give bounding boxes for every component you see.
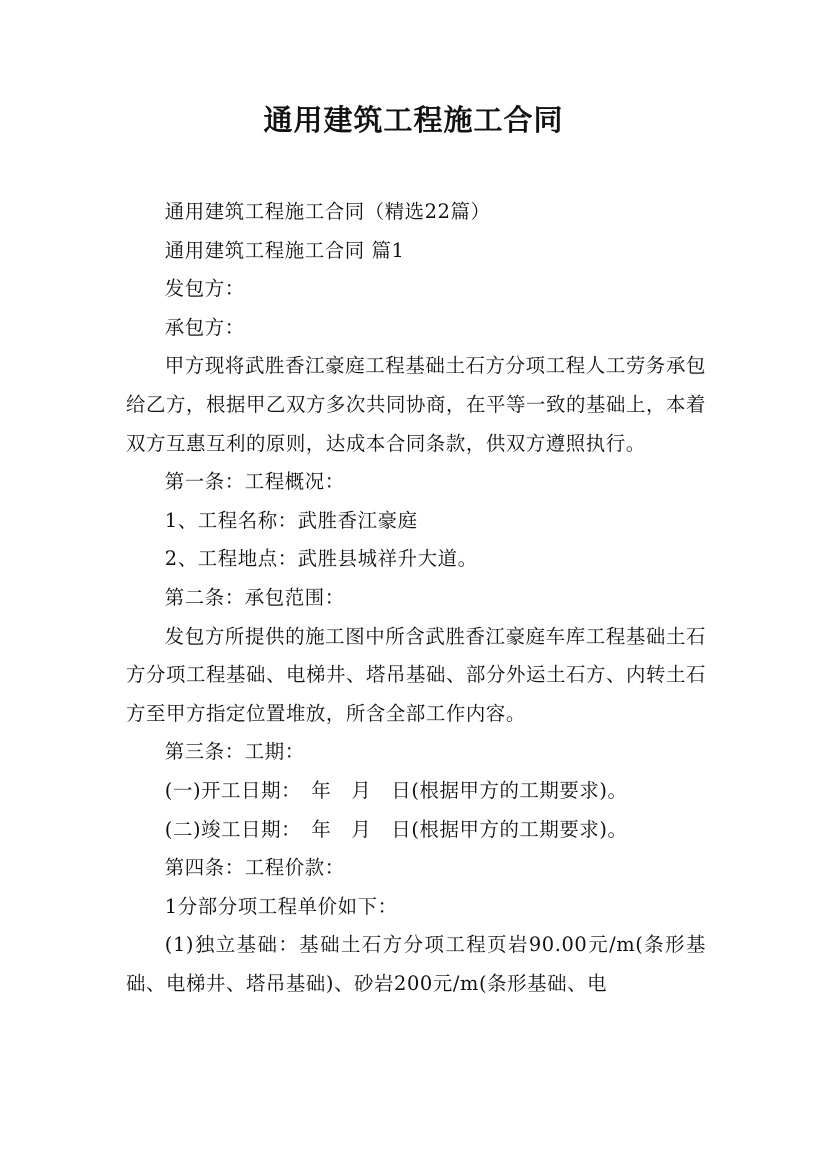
paragraph-section-heading: 通用建筑工程施工合同 篇1: [164, 238, 405, 262]
paragraph-subtitle: 通用建筑工程施工合同（精选22篇）: [164, 200, 491, 223]
paragraph-contractor-party: 发包方：: [164, 277, 245, 301]
paragraph-independent-foundation: (1)独立基础：基础土石方分项工程页岩90.00元/m(条形基础、电梯井、塔吊基础)、砂岩200元/m(条形基础、电: [126, 933, 706, 995]
paragraph-completion-date: (二)竣工日期： 年 月 日(根据甲方的工期要求)。: [164, 817, 628, 841]
paragraph-project-name: 1、工程名称：武胜香江豪庭: [164, 508, 418, 532]
paragraph-project-location: 2、工程地点：武胜县城祥升大道。: [164, 547, 478, 571]
paragraph-article-4: 第四条：工程价款：: [164, 856, 345, 880]
paragraph-preamble: 甲方现将武胜香江豪庭工程基础土石方分项工程人工劳务承包给乙方，根据甲乙双方多次共同协商，在平等一致的基础上，本着双方互惠互利的原则，达成本合同条款，供双方遵照执行。: [126, 354, 706, 455]
paragraph-start-date: (一)开工日期： 年 月 日(根据甲方的工期要求)。: [164, 778, 628, 802]
paragraph-article-3: 第三条：工期：: [164, 740, 305, 764]
paragraph-unit-price-heading: 1分部分项工程单价如下：: [164, 894, 398, 918]
document-title: 通用建筑工程施工合同: [263, 103, 564, 137]
paragraph-contractee-party: 承包方：: [164, 315, 245, 339]
paragraph-article-1: 第一条：工程概况：: [164, 470, 345, 494]
paragraph-scope: 发包方所提供的施工图中所含武胜香江豪庭车库工程基础土石方分项工程基础、电梯井、塔吊基础、部分外运土石方、内转土石方至甲方指定位置堆放，所含全部工作内容。: [126, 624, 706, 725]
paragraph-article-2: 第二条：承包范围：: [164, 585, 345, 609]
document-body: [126, 193, 706, 1003]
